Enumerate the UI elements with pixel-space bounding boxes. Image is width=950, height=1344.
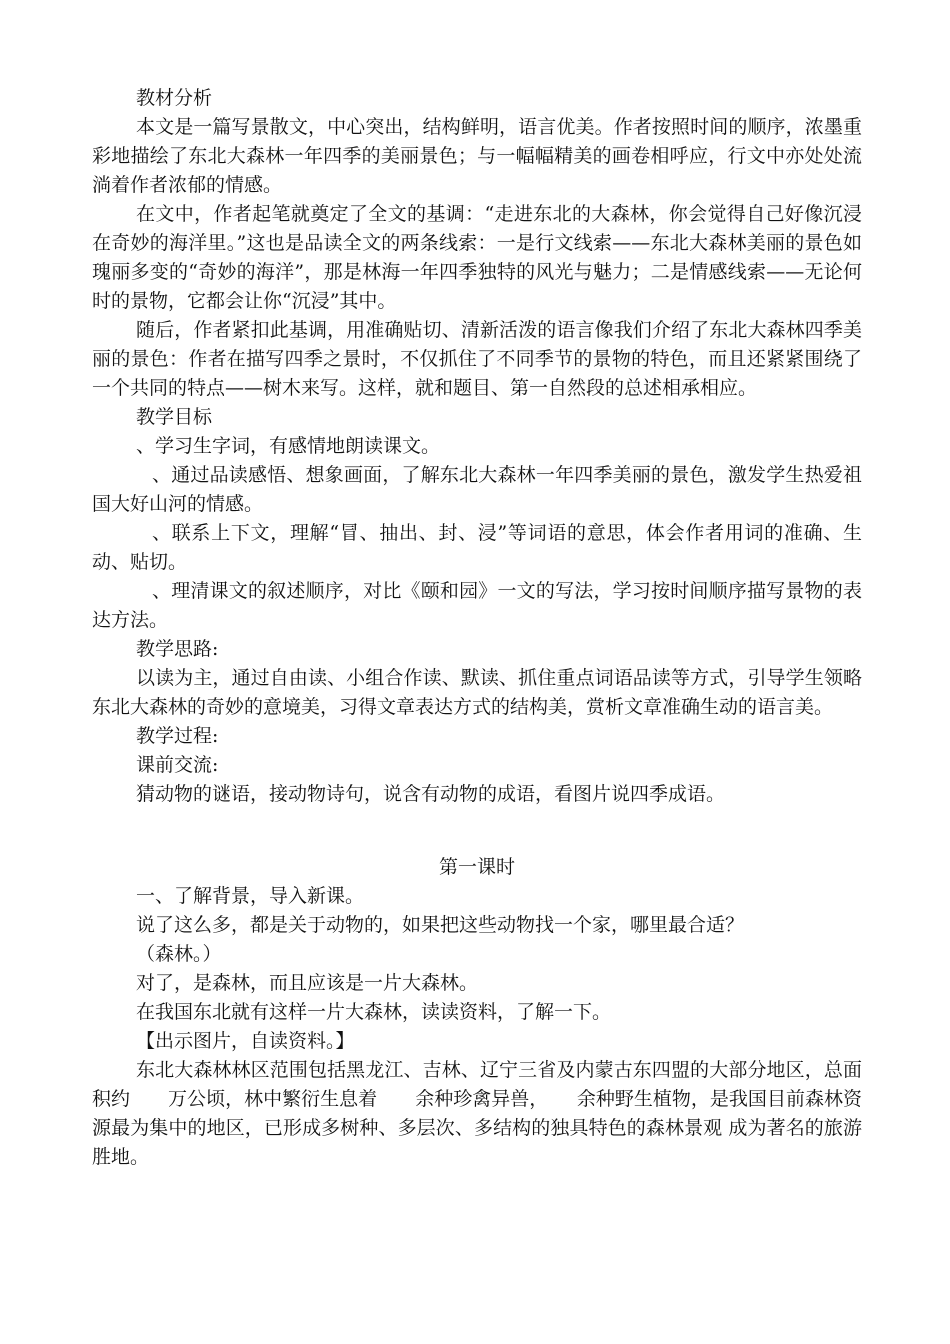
- step1-paragraph-2: 在我国东北就有这样一片大森林，读读资料，了解一下。: [136, 1001, 612, 1023]
- preclass-heading: 课前交流:: [136, 754, 219, 776]
- analysis-paragraph-3: 随后，作者紧扣此基调，用准确贴切、清新活泼的语言像我们介绍了东北大森林四季美丽的景色：作者在描写四季之景时，不仅抓住了不同季节的景物的特色，而且还紧紧围绕了一个共同的特点——树木来写。这样，就和题目、第一自然段的总述相承相应。: [92, 319, 862, 399]
- lesson-title: 第一课时: [438, 856, 515, 878]
- step1-heading: 一、了解背景，导入新课。: [136, 885, 365, 907]
- goal-item-2: 、通过品读感悟、想象画面，了解东北大森林一年四季美丽的景色，激发学生热爱祖国大好山河的情感。: [92, 464, 862, 515]
- goals-heading: 教学目标: [136, 406, 213, 428]
- approach-paragraph: 以读为主，通过自由读、小组合作读、默读、抓住重点词语品读等方式，引导学生领略东北大森林的奇妙的意境美，习得文章表达方式的结构美，赏析文章准确生动的语言美。: [92, 667, 862, 718]
- process-heading: 教学过程:: [136, 725, 219, 747]
- step1-paragraph-1: 对了，是森林，而且应该是一片大森林。: [136, 972, 479, 994]
- goal-item-3: 、联系上下文，理解“冒、抽出、封、浸”等词语的意思，体会作者用词的准确、生动、贴切。: [92, 522, 862, 573]
- analysis-paragraph-2: 在文中，作者起笔就奠定了全文的基调：“走进东北的大森林，你会觉得自己好像沉浸在奇妙的海洋里。”这也是品读全文的两条线索：一是行文线索——东北大森林美丽的景色如瑰丽多变的“奇妙的海洋”，那是林海一年四季独特的风光与魅力；二是情感线索——无论何时的景物，它都会让你“沉浸”其中。: [92, 203, 862, 312]
- approach-heading: 教学思路:: [136, 638, 219, 660]
- material-paragraph: 东北大森林林区范围包括黑龙江、吉林、辽宁三省及内蒙古东四盟的大部分地区，总面积约 万公顷，林中繁衍生息着 余种珍禽异兽， 余种野生植物，是我国目前森林资源最为集中的地区，已形成多树种、多层次、多结构的独具特色的森林景观 成为著名的旅游胜地。: [92, 1059, 862, 1168]
- analysis-heading: 教材分析: [136, 87, 213, 109]
- preclass-paragraph: 猜动物的谜语，接动物诗句，说含有动物的成语，看图片说四季成语。: [136, 783, 726, 805]
- analysis-paragraph-1: 本文是一篇写景散文，中心突出，结构鲜明，语言优美。作者按照时间的顺序，浓墨重彩地描绘了东北大森林一年四季的美丽景色；与一幅幅精美的画卷相呼应，行文中亦处处流淌着作者浓郁的情感。: [92, 116, 862, 196]
- document-body: [92, 84, 862, 1172]
- goal-item-4: 、理清课文的叙述顺序，对比《颐和园》一文的写法，学习按时间顺序描写景物的表达方法。: [92, 580, 862, 631]
- step1-question: 说了这么多，都是关于动物的，如果把这些动物找一个家，哪里最合适？: [136, 914, 745, 936]
- step1-paragraph-3: 【出示图片，自读资料。】: [136, 1030, 355, 1052]
- spacer: [92, 809, 862, 853]
- step1-answer: （森林。）: [136, 943, 222, 965]
- goal-item-1: 、学习生字词，有感情地朗读课文。: [136, 435, 441, 457]
